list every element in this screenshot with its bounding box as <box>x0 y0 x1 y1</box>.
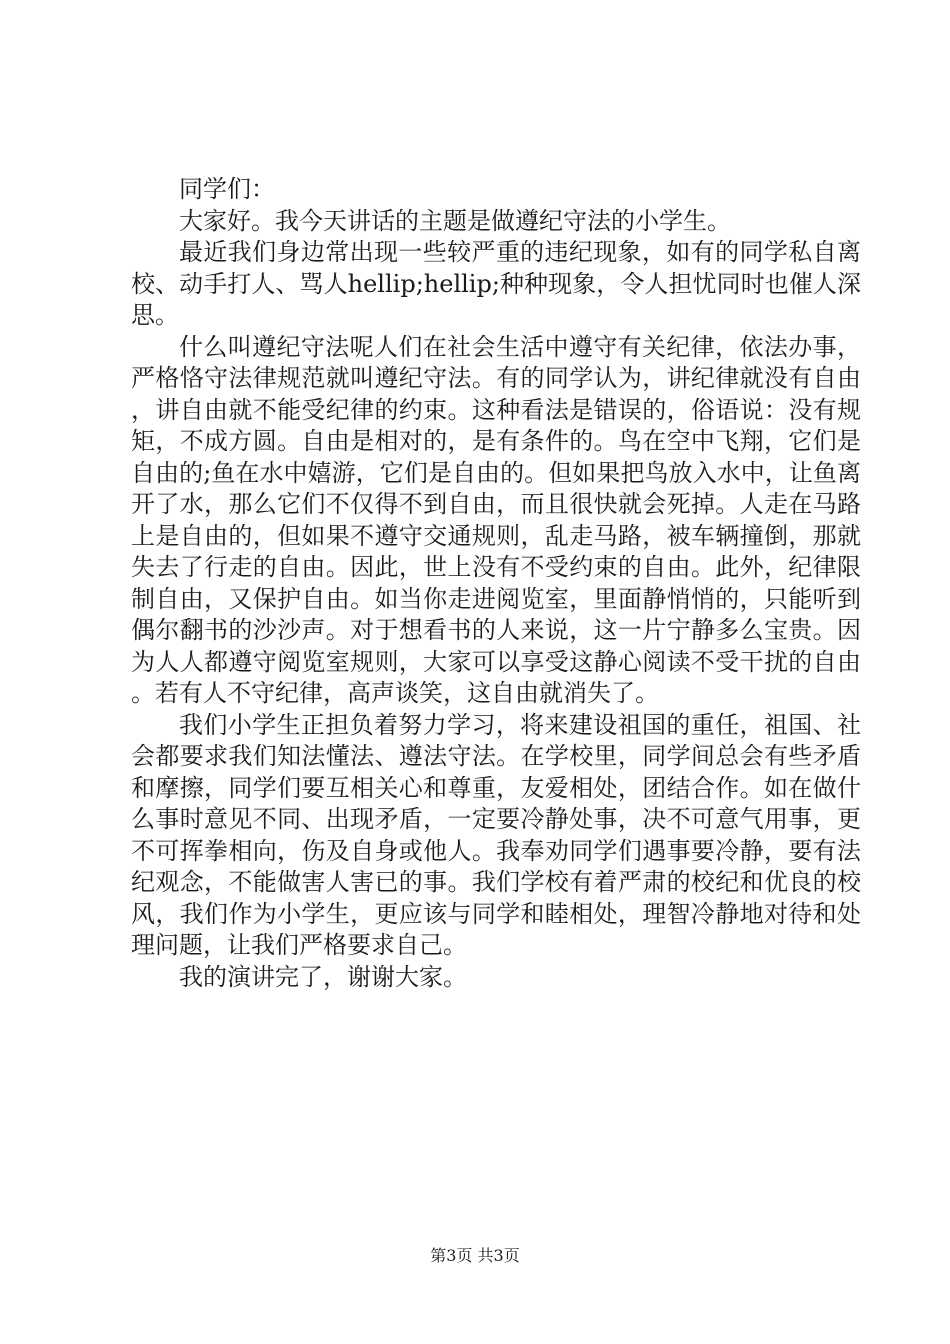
page-number-footer: 第3页 共3页 <box>430 1246 520 1265</box>
body-paragraph: 最近我们身边常出现一些较严重的违纪现象，如有的同学私自离校、动手打人、骂人hellip;hellip;种种现象，令人担忧同时也催人深思。 <box>131 238 861 329</box>
closing-paragraph: 我的演讲完了，谢谢大家。 <box>179 962 467 991</box>
body-paragraph: 我们小学生正担负着努力学习，将来建设祖国的重任，祖国、社会都要求我们知法懂法、遵法守法。在学校里，同学间总会有些矛盾和摩擦，同学们要互相关心和尊重，友爱相处，团结合作。如在做什么事时意见不同、出现矛盾，一定要冷静处事，决不可意气用事，更不可挥拳相向，伤及自身或他人。我奉劝同学们遇事要冷静，要有法纪观念，不能做害人害已的事。我们学校有着严肃的校纪和优良的校风，我们作为小学生，更应该与同学和睦相处，理智冷静地对待和处理问题，让我们严格要求自己。 <box>131 710 861 959</box>
greeting-paragraph: 大家好。我今天讲话的主题是做遵纪守法的小学生。 <box>179 206 731 235</box>
body-paragraph: 什么叫遵纪守法呢人们在社会生活中遵守有关纪律，依法办事，严格恪守法律规范就叫遵纪守法。有的同学认为，讲纪律就没有自由，讲自由就不能受纪律的约束。这种看法是错误的，俗语说：没有规矩，不成方圆。自由是相对的，是有条件的。鸟在空中飞翔，它们是自由的;鱼在水中嬉游，它们是自由的。但如果把鸟放入水中，让鱼离开了水，那么它们不仅得不到自由，而且很快就会死掉。人走在马路上是自由的，但如果不遵守交通规则，乱走马路，被车辆撞倒，那就失去了行走的自由。因此，世上没有不受约束的自由。此外，纪律限制自由，又保护自由。如当你走进阅览室，里面静悄悄的，只能听到偶尔翻书的沙沙声。对于想看书的人来说，这一片宁静多么宝贵。因为人人都遵守阅览室规则，大家可以享受这静心阅读不受干扰的自由。若有人不守纪律，高声谈笑，这自由就消失了。 <box>131 332 861 707</box>
document-body <box>131 174 861 993</box>
salutation: 同学们： <box>179 175 275 203</box>
